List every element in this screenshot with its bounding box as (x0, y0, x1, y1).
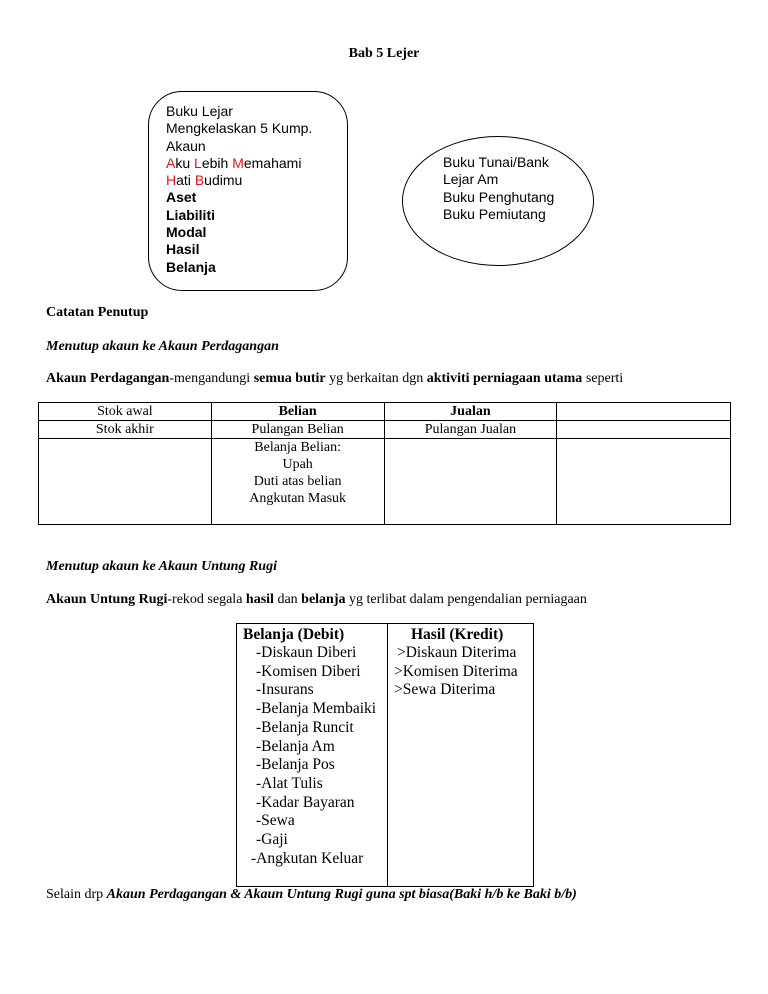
debit-item: -Kadar Bayaran (256, 793, 355, 811)
ledger-books-text (443, 154, 554, 223)
table-cell: Pulangan Belian (211, 421, 384, 439)
credit-item: >Komisen Diterima (394, 662, 518, 680)
credit-item: >Sewa Diterima (394, 681, 496, 699)
ledger-classes-text (166, 103, 312, 276)
debit-item: -Insurans (256, 681, 314, 699)
section2-description: Akaun Untung Rugi-rekod segala hasil dan belanja yg terlibat dalam pengendalian perniagaan (46, 592, 587, 607)
table-row (39, 421, 731, 439)
debit-item: -Gaji (256, 831, 288, 849)
debit-header: Belanja (Debit) (243, 626, 345, 643)
credit-list (394, 644, 518, 700)
table-cell: Belian (211, 403, 384, 421)
mnemonic-line-2: Hati Budimu (166, 172, 243, 189)
debit-item: -Belanja Membaiki (256, 700, 377, 718)
cell-line: Angkutan Masuk (249, 491, 347, 506)
table-cell (557, 403, 731, 421)
table-cell (557, 439, 731, 525)
debit-item: -Komisen Diberi (256, 662, 361, 680)
box-line: Akaun (166, 137, 206, 154)
credit-item: >Diskaun Diterima (397, 644, 517, 661)
table-cell: Stok awal (39, 403, 212, 421)
group-modal: Modal (166, 224, 207, 241)
credit-header: Hasil (Kredit) (411, 626, 504, 643)
table-cell (211, 439, 384, 525)
catatan-penutup-heading: Catatan Penutup (46, 305, 149, 320)
debit-item: -Belanja Runcit (256, 718, 354, 736)
debit-item: -Diskaun Diberi (256, 644, 357, 661)
group-liabiliti: Liabiliti (166, 206, 215, 223)
debit-item: -Belanja Am (256, 737, 335, 755)
ellipse-item: Buku Pemiutang (443, 205, 546, 222)
table-cell: Stok akhir (39, 421, 212, 439)
table-cell (384, 439, 557, 525)
table-cell: Pulangan Jualan (384, 421, 557, 439)
section2-heading: Menutup akaun ke Akaun Untung Rugi (46, 559, 277, 574)
table-row (39, 439, 731, 525)
ellipse-item: Buku Tunai/Bank (443, 154, 549, 170)
box-line: Mengkelaskan 5 Kump. (166, 120, 313, 137)
mnemonic-line-1: Aku Lebih Memahami (166, 154, 302, 171)
table-row (39, 403, 731, 421)
debit-item: -Angkutan Keluar (251, 849, 364, 867)
table-cell (39, 439, 212, 525)
table-cell: Jualan (384, 403, 557, 421)
ellipse-item: Lejar Am (443, 171, 499, 188)
column-divider (387, 624, 388, 886)
debit-item: -Sewa (256, 812, 295, 830)
cell-line: Upah (282, 457, 313, 472)
debit-list (251, 644, 377, 868)
debit-item: -Alat Tulis (256, 774, 323, 792)
cell-line: Belanja Belian: (254, 440, 341, 455)
group-aset: Aset (166, 189, 197, 206)
group-belanja: Belanja (166, 258, 216, 275)
box-line: Buku Lejar (166, 103, 233, 119)
table-cell (557, 421, 731, 439)
debit-item: -Belanja Pos (256, 756, 335, 774)
trading-account-table (38, 402, 731, 525)
ellipse-item: Buku Penghutang (443, 188, 555, 205)
page-title: Bab 5 Lejer (348, 46, 420, 61)
footer-note: Selain drp Akaun Perdagangan & Akaun Untung Rugi guna spt biasa(Baki h/b ke Baki b/b) (46, 887, 577, 902)
section1-description: Akaun Perdagangan-mengandungi semua butir yg berkaitan dgn aktiviti perniagaan utama seperti (46, 371, 624, 386)
group-hasil: Hasil (166, 241, 200, 258)
section1-heading: Menutup akaun ke Akaun Perdagangan (46, 339, 279, 354)
cell-line: Duti atas belian (253, 474, 342, 489)
profit-loss-table (236, 623, 534, 887)
